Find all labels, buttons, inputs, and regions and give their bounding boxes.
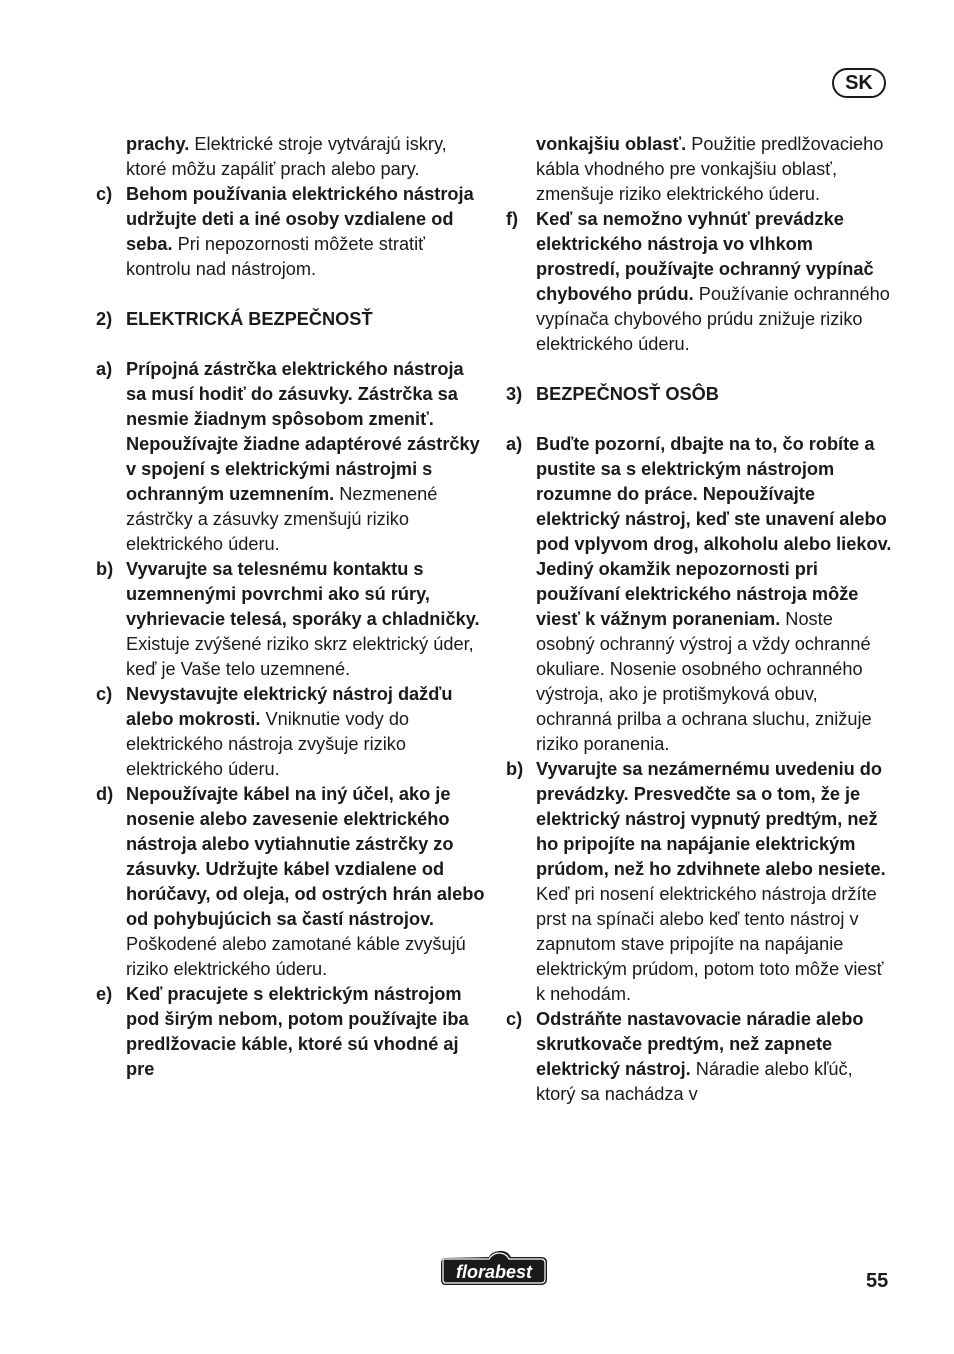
item-label: d) xyxy=(96,784,114,804)
list-item-c-children xyxy=(96,182,488,282)
list-item-a-attention xyxy=(506,432,896,757)
section-heading-electrical-safety xyxy=(96,307,488,332)
item-label: f) xyxy=(506,209,519,229)
list-item-b-unintended-start xyxy=(506,757,896,1007)
logo-wordmark: florabest xyxy=(455,1262,533,1282)
item-label: c) xyxy=(96,684,113,704)
bold-text: Buďte pozorní, dbajte na to, čo robíte a pustite sa s elektrickým nástrojom rozumne do práce. Nepoužívajte elektrický nástroj, keď ste unavení alebo pod vplyvom drog, alkoholu alebo liekov. Jediný okamžik nepozornosti pri používaní elektrického nástroja môže viesť k vážnym poraneniam. xyxy=(536,434,892,629)
body-text: Poškodené alebo zamotané káble zvyšujú riziko elektrického úderu. xyxy=(126,934,466,979)
bold-text: Vyvarujte sa telesnému kontaktu s uzemnenými povrchmi ako sú rúry, vyhrievacie telesá, sporáky a chladničky. xyxy=(126,559,480,629)
section-heading-personal-safety xyxy=(506,382,896,407)
bold-text: vonkajšiu oblasť. xyxy=(536,134,687,154)
bold-text: Odstráňte nastavovacie náradie alebo skrutkovače predtým, než zapnete elektrický nástroj. xyxy=(536,1009,864,1079)
list-item-c-rain xyxy=(96,682,488,782)
list-item-e-outdoor xyxy=(96,982,488,1082)
body-text: Používanie ochranného vypínača chybového prúdu znižuje riziko elektrického úderu. xyxy=(536,284,890,354)
bold-text: Keď sa nemožno vyhnúť prevádzke elektrického nástroja vo vlhkom prostredí, používajte ochranný vypínač chybového prúdu. xyxy=(536,209,874,304)
body-text: Keď pri nosení elektrického nástroja držíte prst na spínači alebo keď tento nástroj v zapnutom stave pripojíte na napájanie elektrickým prúdom, potom toto môže viesť k nehodám. xyxy=(536,884,884,1004)
bold-text: Keď pracujete s elektrickým nástrojom pod širým nebom, potom používajte iba predlžovacie káble, ktoré sú vhodné aj pre xyxy=(126,984,469,1079)
item-label: b) xyxy=(506,759,524,779)
item-label: a) xyxy=(506,434,523,454)
section-number: 2) xyxy=(96,309,113,329)
bold-text: Nepoužívajte kábel na iný účel, ako je nosenie alebo zavesenie elektrického nástroja alebo vytiahnutie zástrčky zo zásuvky. Udržujte kábel vzdialene od horúčavy, od oleja, od ostrých hrán alebo od pohybujúcich sa častí nástrojov. xyxy=(126,784,485,929)
item-label: c) xyxy=(506,1009,523,1029)
item-label: c) xyxy=(96,184,113,204)
body-text: Elektrické stroje vytvárajú iskry, ktoré môžu zapáliť prach alebo pary. xyxy=(126,134,447,179)
list-item-b-grounded-surfaces xyxy=(96,557,488,682)
body-text: Noste osobný ochranný výstroj a vždy ochranné okuliare. Nosenie osobného ochranného výstroja, ako je protišmyková obuv, ochranná prilba a ochrana sluchu, znižuje riziko poranenia. xyxy=(536,609,872,754)
body-text: Nezmenené zástrčky a zásuvky zmenšujú riziko elektrického úderu. xyxy=(126,484,438,554)
bold-text: Behom používania elektrického nástroja udržujte deti a iné osoby vzdialene od seba. xyxy=(126,184,474,254)
list-item-a-plug xyxy=(96,357,488,557)
section-title: ELEKTRICKÁ BEZPEČNOSŤ xyxy=(126,309,373,329)
body-text: Vniknutie vody do elektrického nástroja zvyšuje riziko elektrického úderu. xyxy=(126,709,410,779)
bold-text: prachy. xyxy=(126,134,190,154)
body-text: Náradie alebo kľúč, ktorý sa nachádza v xyxy=(536,1059,853,1104)
left-column xyxy=(96,132,488,1082)
right-column xyxy=(506,132,896,1107)
list-item-f-residual-current xyxy=(506,207,896,357)
section-title: BEZPEČNOSŤ OSÔB xyxy=(536,384,719,404)
body-text: Existuje zvýšené riziko skrz elektrický úder, keď je Vaše telo uzemnené. xyxy=(126,634,474,679)
bold-text: Nevystavujte elektrický nástroj dažďu alebo mokrosti. xyxy=(126,684,453,729)
language-badge: SK xyxy=(832,68,886,98)
continued-paragraph xyxy=(96,132,488,182)
body-text: Použitie predlžovacieho kábla vhodného pre vonkajšiu oblasť, zmenšuje riziko elektrického úderu. xyxy=(536,134,884,204)
list-item-c-remove-tools xyxy=(506,1007,896,1107)
section-number: 3) xyxy=(506,384,523,404)
florabest-logo xyxy=(437,1248,551,1288)
item-label: e) xyxy=(96,984,113,1004)
bold-text: Vyvarujte sa nezámernému uvedeniu do prevádzky. Presvedčte sa o tom, že je elektrický nástroj vypnutý predtým, než ho pripojíte na napájanie elektrickým prúdom, než ho zdvihnete alebo nesiete. xyxy=(536,759,886,879)
page-number: 55 xyxy=(866,1270,889,1292)
bold-text: Prípojná zástrčka elektrického nástroja sa musí hodiť do zásuvky. Zástrčka sa nesmie žiadnym spôsobom zmeniť. Nepoužívajte žiadne adaptérové zástrčky v spojení s elektrickými nástrojmi s ochranným uzemnením. xyxy=(126,359,480,504)
continued-paragraph xyxy=(506,132,896,207)
item-label: b) xyxy=(96,559,114,579)
item-label: a) xyxy=(96,359,113,379)
body-text: Pri nepozornosti môžete stratiť kontrolu nad nástrojom. xyxy=(126,234,425,279)
list-item-d-cable xyxy=(96,782,488,982)
